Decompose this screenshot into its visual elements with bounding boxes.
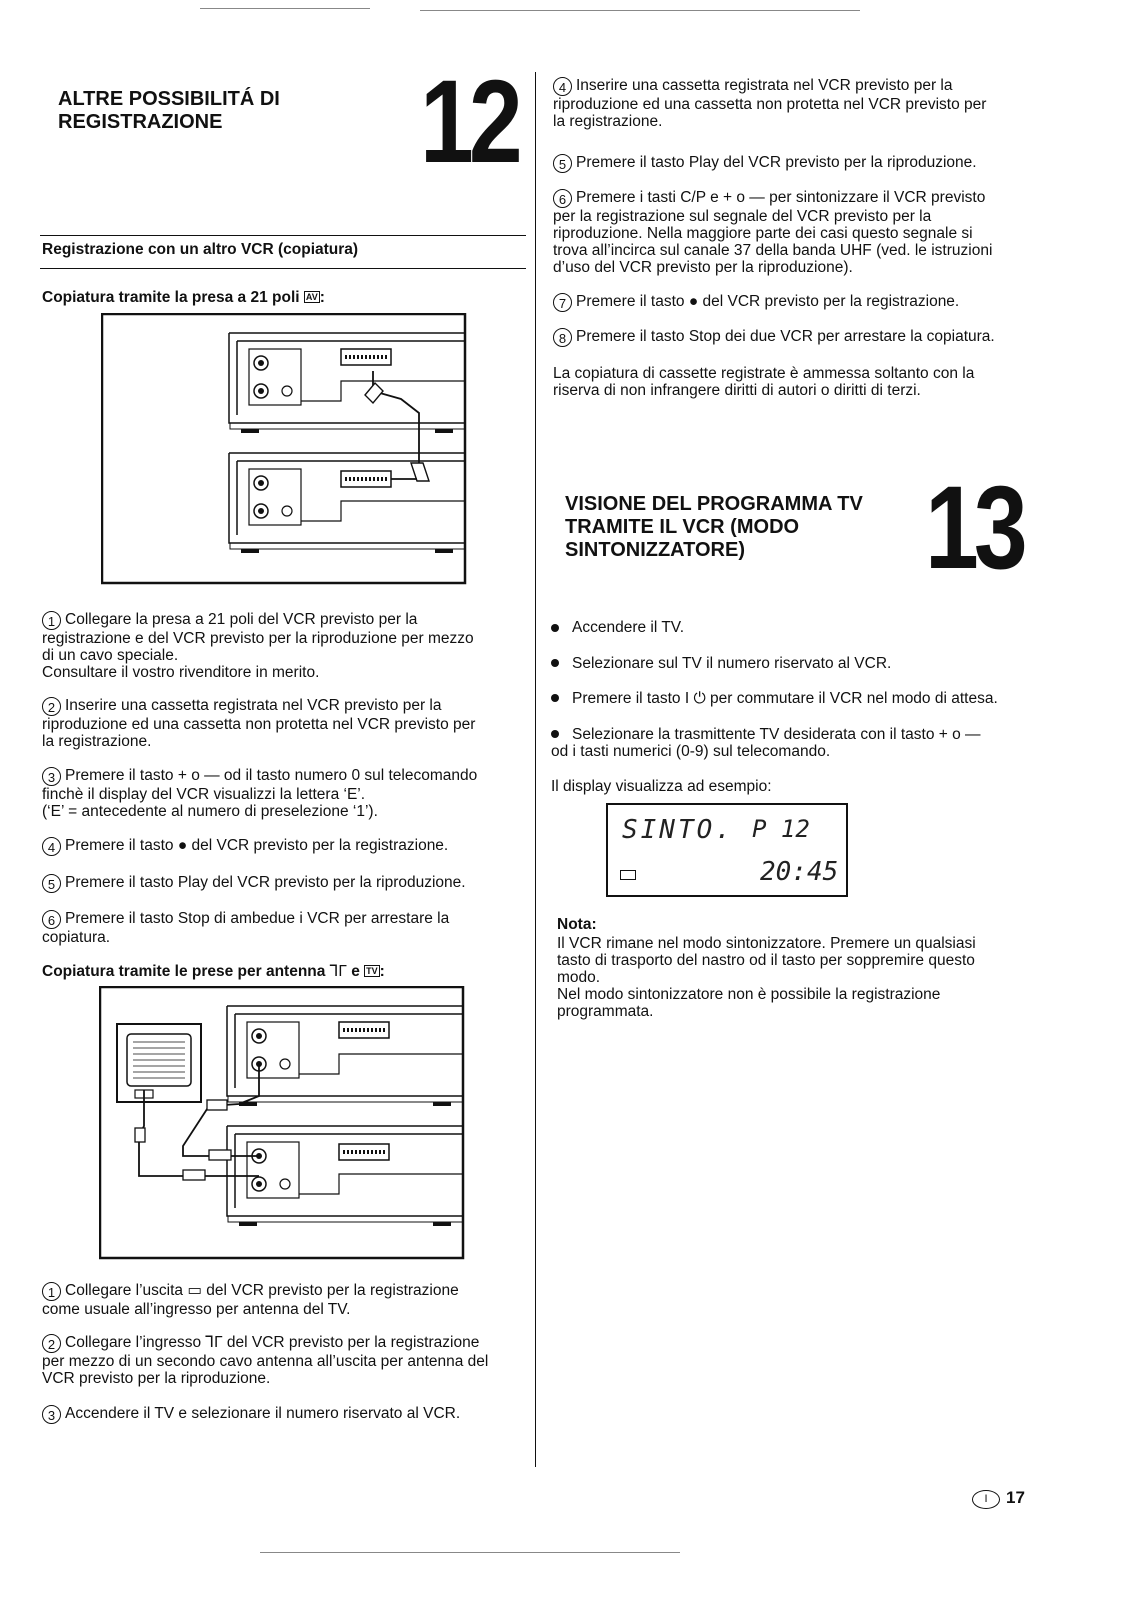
cassette-icon: [620, 870, 636, 880]
copy1-step-1: 1 Collegare la presa a 21 poli del VCR previsto per la registrazione e del VCR previsto per la riproduzione per mezzo di un cavo speciale. Consultare il vostro rivenditore in merito.: [42, 611, 474, 681]
copyright-note: La copiatura di cassette registrate è ammessa soltanto con la riserva di non infrangere diritti di autori o diritti di terzi.: [553, 365, 975, 399]
copy1-step-2: 2 Inserire una cassetta registrata nel VCR previsto per la riproduzione ed una cassetta non protetta nel VCR previsto per la registrazione.: [42, 697, 476, 750]
vcr-playback-icon: [227, 1126, 463, 1226]
right-step-6: 6 Premere i tasti C/P e + o — per sintonizzare il VCR previsto per la registrazione sul segnale del VCR previsto per la riproduzione. Nella maggiore parte dei casi questo segnale si trova all’incirca sul canale 37 della banda UHF (ved. le istruzioni d’uso del VCR previsto per la riproduzione).: [553, 189, 993, 276]
bullet: [551, 694, 559, 702]
section-12-number: 12: [420, 56, 518, 188]
vcr-display: [606, 803, 848, 897]
display-intro: Il display visualizza ad esempio:: [551, 778, 772, 795]
nota-heading: Nota:: [557, 916, 597, 933]
bullet-item: Selezionare sul TV il numero riservato al VCR.: [572, 655, 892, 672]
divider: [40, 235, 526, 236]
vcr-recording-icon: [227, 1006, 463, 1106]
language-badge: I: [972, 1490, 1000, 1509]
vcr-playback-icon: [229, 453, 465, 553]
tv-socket-icon: TV: [366, 966, 378, 976]
bullet-item-cont: od i tasti numerici (0-9) sul telecomando.: [551, 743, 831, 760]
bullet-item: Accendere il TV.: [572, 619, 685, 636]
nota-text: Il VCR rimane nel modo sintonizzatore. Premere un qualsiasi tasto di trasporto del nastro od il tasto per soppremire questo modo. Nel modo sintonizzatore non è possibile la registrazione programmata.: [557, 935, 976, 1020]
right-step-8: 8 Premere il tasto Stop dei due VCR per arrestare la copiatura.: [553, 328, 1038, 347]
section-12-title: ALTRE POSSIBILITÁ DI REGISTRAZIONE: [58, 88, 280, 133]
divider: [40, 268, 526, 269]
copy2-heading: Copiatura tramite le prese per antenna ⅂Γ e TV :: [42, 963, 385, 980]
copy1-step-3: 3 Premere il tasto + o — od il tasto numero 0 sul telecomando finchè il display del VCR visualizzi la lettera ‘E’. (‘E’ = antecedente al numero di preselezione ‘1’).: [42, 767, 478, 820]
section-13-title: VISIONE DEL PROGRAMMA TV TRAMITE IL VCR (MODO SINTONIZZATORE): [565, 493, 863, 561]
copy2-step-2: 2 Collegare l’ingresso ⅂Γ del VCR previsto per la registrazione per mezzo di un secondo cavo antenna all’uscita per antenna del VCR previsto per la riproduzione.: [42, 1334, 489, 1387]
vcr-recording-icon: [229, 333, 465, 433]
bullet-item: Premere il tasto I ⏻ per commutare il VCR nel modo di attesa.: [572, 690, 998, 707]
page-number: 17: [1006, 1488, 1025, 1507]
right-step-5: 5 Premere il tasto Play del VCR previsto per la riproduzione.: [553, 154, 1033, 173]
display-program: P 12: [752, 815, 810, 843]
scart-diagram: [101, 313, 467, 590]
subheading: Registrazione con un altro VCR (copiatura): [42, 241, 359, 258]
copy1-step-6: 6 Premere il tasto Stop di ambedue i VCR per arrestare la copiatura.: [42, 910, 450, 946]
copy1-heading: Copiatura tramite la presa a 21 poli AV :: [42, 289, 325, 306]
copy1-step-4: 4 Premere il tasto ● del VCR previsto per la registrazione.: [42, 837, 522, 856]
display-mode: SINTO.: [622, 815, 734, 845]
bullet-item: Selezionare la trasmittente TV desiderata con il tasto + o —: [572, 726, 981, 743]
bullet: [551, 624, 559, 632]
display-time: 20:45: [760, 857, 839, 887]
copy1-step-5: 5 Premere il tasto Play del VCR previsto per la riproduzione.: [42, 874, 522, 893]
copy2-step-1: 1 Collegare l’uscita ▭ del VCR previsto per la registrazione come usuale all’ingresso per antenna del TV.: [42, 1282, 459, 1318]
section-13-number: 13: [925, 462, 1023, 594]
column-divider: [535, 72, 536, 1467]
antenna-diagram: [99, 986, 465, 1265]
right-step-7: 7 Premere il tasto ● del VCR previsto per la registrazione.: [553, 293, 1033, 312]
copy2-step-3: 3 Accendere il TV e selezionare il numero riservato al VCR.: [42, 1405, 522, 1424]
tv-icon: [117, 1024, 201, 1102]
right-step-4: 4 Inserire una cassetta registrata nel VCR previsto per la riproduzione ed una cassetta non protetta nel VCR previsto per la registrazione.: [553, 77, 987, 130]
bullet: [551, 659, 559, 667]
bullet: [551, 730, 559, 738]
antenna-in-icon: ⅂Γ: [329, 963, 347, 980]
av-socket-icon: AV: [305, 292, 318, 302]
